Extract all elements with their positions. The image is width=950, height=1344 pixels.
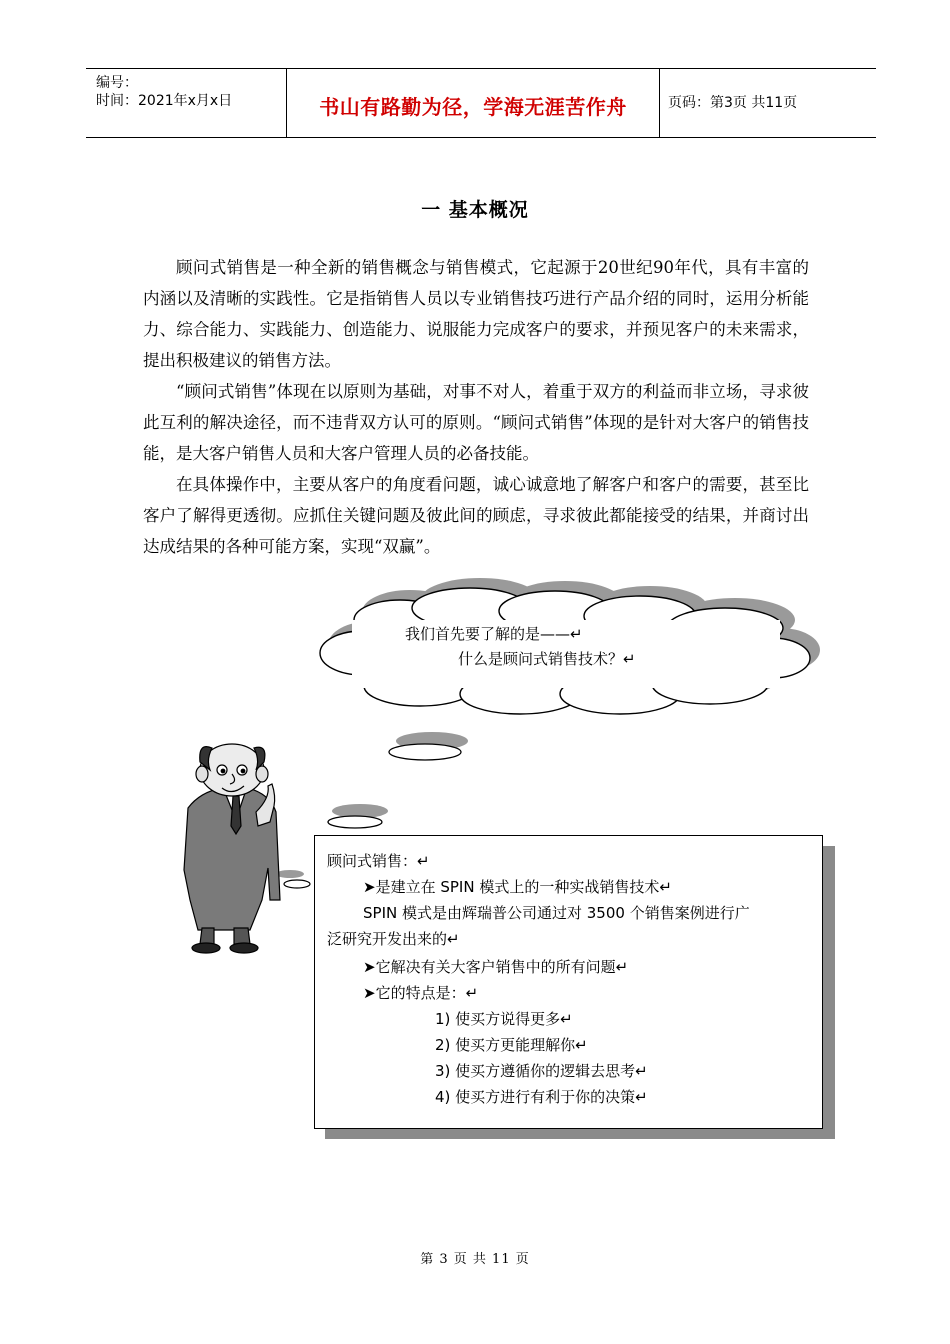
- box-title: 顾问式销售：↵: [327, 852, 430, 870]
- box-bullet-3: [363, 982, 478, 1003]
- number-label: 编号：: [96, 75, 138, 91]
- cloud-text-line-2: 什么是顾问式销售技术？↵: [458, 650, 636, 668]
- feature-item: 1) 使买方说得更多↵: [435, 1010, 573, 1028]
- feature-item: 2) 使买方更能理解你↵: [435, 1036, 588, 1054]
- box-bullet-2: [363, 956, 628, 977]
- box-spin-line-a: SPIN 模式是由辉瑞普公司通过对 3500 个销售案例进行广: [363, 904, 750, 922]
- box-bullet-1-text: 是建立在 SPIN 模式上的一种实战销售技术↵: [375, 878, 672, 896]
- feature-item: 4) 使买方进行有利于你的决策↵: [435, 1088, 648, 1106]
- time-label: 时间：2021年x月x日: [96, 93, 233, 109]
- box-bullet-1: [363, 876, 672, 897]
- paragraph: 在具体操作中，主要从客户的角度看问题，诚心诚意地了解客户和客户的需要，甚至比客户了解得更透彻。应抓住关键问题及彼此间的顾虑，寻求彼此都能接受的结果，并商讨出达成结果的各种可能方案，实现“双赢”。: [143, 475, 809, 556]
- thought-bubble-2: [328, 804, 388, 828]
- box-bullet-2-text: 它解决有关大客户销售中的所有问题↵: [375, 958, 629, 976]
- paragraph: 顾问式销售是一种全新的销售概念与销售模式，它起源于20世纪90年代，具有丰富的内涵以及清晰的实践性。它是指销售人员以专业销售技巧进行产品介绍的同时，运用分析能力、综合能力、实践能力、创造能力、说服能力完成客户的要求，并预见客户的未来需求，提出积极建议的销售方法。: [143, 258, 809, 370]
- box-bullet-3-text: 它的特点是：↵: [375, 984, 479, 1002]
- page-footer: 第 3 页 共 11 页: [420, 1252, 530, 1267]
- thought-bubble-3: [276, 870, 310, 888]
- paragraph: “顾问式销售”体现在以原则为基础，对事不对人，着重于双方的利益而非立场，寻求彼此互利的解决途径，而不违背双方认可的原则。“顾问式销售”体现的是针对大客户的销售技能，是大客户销售人员和大客户管理人员的必备技能。: [143, 382, 809, 463]
- thought-bubble-1: [389, 732, 468, 760]
- feature-item: 3) 使买方遵循你的逻辑去思考↵: [435, 1062, 648, 1080]
- arrow-bullet-icon: ➤: [363, 984, 376, 1002]
- arrow-bullet-icon: ➤: [363, 878, 376, 896]
- box-spin-line-b: 泛研究开发出来的↵: [327, 930, 460, 948]
- businessman-illustration: [184, 744, 280, 953]
- cloud-text-line-1: 我们首先要了解的是——↵: [405, 625, 583, 643]
- section-title: 一 基本概况: [421, 199, 529, 221]
- info-box: [314, 835, 823, 1129]
- arrow-bullet-icon: ➤: [363, 958, 376, 976]
- motto: 书山有路勤为径，学海无涯苦作舟: [319, 95, 627, 119]
- page-label: 页码：第3页 共11页: [668, 95, 798, 111]
